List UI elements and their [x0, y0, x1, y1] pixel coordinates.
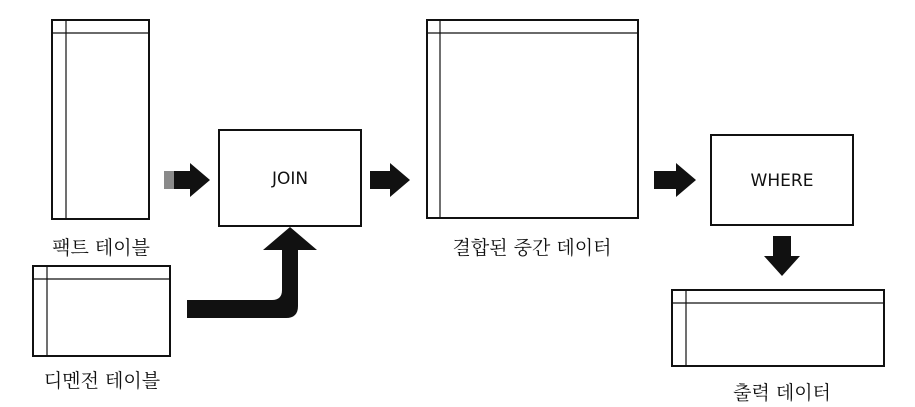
join-to-joined-arrow [370, 163, 410, 197]
fact-to-join-arrow [164, 163, 210, 197]
where-to-output-arrow [764, 236, 800, 276]
dimension-table-label: 디멘전 테이블 [43, 370, 161, 392]
dimension-to-join-arrow [187, 227, 317, 318]
join-label: JOIN [271, 169, 309, 189]
output-data-label: 출력 데이터 [733, 382, 831, 404]
fact-table-label: 팩트 테이블 [52, 237, 150, 259]
joined-data-label: 결합된 중간 데이터 [452, 237, 612, 259]
dimension-table [33, 266, 170, 356]
output-data-table [672, 290, 884, 366]
joined-data-table [427, 20, 638, 218]
joined-to-where-arrow [654, 163, 696, 197]
fact-table [52, 20, 149, 219]
where-label: WHERE [750, 171, 814, 191]
